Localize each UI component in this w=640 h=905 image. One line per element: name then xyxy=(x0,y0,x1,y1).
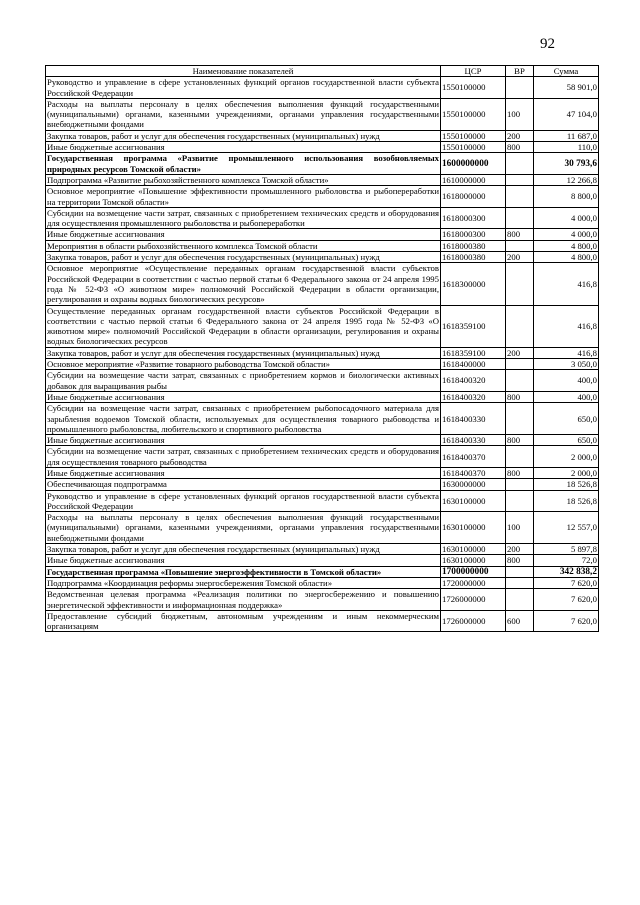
budget-table xyxy=(45,65,599,632)
row-vr: 800 xyxy=(506,467,534,478)
row-name: Подпрограмма «Координация реформы энергосбережения Томской области» xyxy=(46,577,441,588)
header-sum: Сумма xyxy=(534,66,599,77)
row-vr xyxy=(506,446,534,468)
row-name: Основное мероприятие «Развитие товарного рыбоводства Томской области» xyxy=(46,359,441,370)
row-csr: 1618400330 xyxy=(441,403,506,435)
row-name: Осуществление переданных органам государственной власти субъектов Российской Федерации в соответствии с частью первой статьи 6 Федерального закона от 24 апреля 1995 года № 52-ФЗ «О животном мире» полномочий Российской Федерации в области организации, регулирования и охраны водных биологических ресурсов xyxy=(47,305,439,347)
row-csr: 1618000300 xyxy=(441,229,506,240)
row-name: Государственная программа «Повышение энергоэффективности в Томской области» xyxy=(46,566,441,577)
table-row xyxy=(46,577,599,588)
row-name: Субсидии на возмещение части затрат, связанных с приобретением рыбопосадочного материала для зарыбления водоемов Томской области, используемых для осуществления товарного рыбоводства и промышленного рыболовства, любительского и спортивного рыболовства xyxy=(47,403,439,434)
row-sum: 400,0 xyxy=(534,370,599,392)
row-name: Предоставление субсидий бюджетным, автономным учреждениям и иным некоммерческим организациям xyxy=(47,610,439,632)
row-sum: 5 897,8 xyxy=(534,544,599,555)
row-sum: 3 050,0 xyxy=(534,359,599,370)
row-sum: 18 526,8 xyxy=(534,490,599,512)
row-csr: 1726000000 xyxy=(441,589,506,611)
row-vr xyxy=(506,174,534,185)
row-vr: 800 xyxy=(506,435,534,446)
row-sum: 12 557,0 xyxy=(534,512,599,544)
row-csr: 1618300000 xyxy=(441,263,506,305)
table-row xyxy=(46,142,599,153)
row-name: Государственная программа «Развитие промышленного использования возобновляемых природных ресурсов Томской области» xyxy=(47,153,439,174)
row-name: Обеспечивающая подпрограмма xyxy=(46,479,441,490)
row-csr: 1600000000 xyxy=(441,153,506,175)
table-row xyxy=(46,391,599,402)
row-name: Подпрограмма «Развитие рыбохозяйственного комплекса Томской области» xyxy=(46,174,441,185)
row-vr xyxy=(506,479,534,490)
row-csr: 1618400370 xyxy=(441,446,506,468)
row-vr: 800 xyxy=(506,142,534,153)
row-csr: 1550100000 xyxy=(441,98,506,130)
row-name: Иные бюджетные ассигнования xyxy=(46,555,441,566)
row-vr: 100 xyxy=(506,512,534,544)
row-sum: 7 620,0 xyxy=(534,610,599,632)
row-sum: 2 000,0 xyxy=(534,467,599,478)
row-csr: 1550100000 xyxy=(441,142,506,153)
row-csr: 1618359100 xyxy=(441,347,506,358)
table-row xyxy=(46,479,599,490)
row-csr: 1618400320 xyxy=(441,391,506,402)
row-sum: 400,0 xyxy=(534,391,599,402)
table-row xyxy=(46,359,599,370)
row-csr: 1618400370 xyxy=(441,467,506,478)
row-csr: 1630100000 xyxy=(441,544,506,555)
row-csr: 1700000000 xyxy=(441,566,506,577)
row-vr xyxy=(506,153,534,175)
row-vr xyxy=(506,589,534,611)
row-sum: 4 000,0 xyxy=(534,229,599,240)
table-row xyxy=(46,174,599,185)
table-row xyxy=(46,490,599,512)
row-vr: 800 xyxy=(506,391,534,402)
row-csr: 1618400330 xyxy=(441,435,506,446)
row-name: Основное мероприятие «Осуществление переданных органам государственной власти субъектов Российской Федерации в соответствии с частью первой статьи 6 Федерального закона от 24 апреля 1995 года № 52-ФЗ «О животном мире» полномочий Российской Федерации в области организации, регулирования и охраны водных биологических ресурсов» xyxy=(47,263,439,305)
row-vr xyxy=(506,305,534,347)
row-sum: 12 266,8 xyxy=(534,174,599,185)
row-name: Руководство и управление в сфере установленных функций органов государственной власти субъекта Российской Федерации xyxy=(47,77,439,98)
row-csr: 1618000380 xyxy=(441,240,506,251)
row-vr xyxy=(506,370,534,392)
row-csr: 1618000300 xyxy=(441,207,506,229)
table-row xyxy=(46,589,599,611)
row-vr: 100 xyxy=(506,98,534,130)
row-vr xyxy=(506,186,534,208)
row-vr: 200 xyxy=(506,130,534,141)
row-name: Руководство и управление в сфере установленных функций органов государственной власти субъекта Российской Федерации xyxy=(47,490,439,511)
table-row xyxy=(46,186,599,208)
table-row xyxy=(46,435,599,446)
row-name: Расходы на выплаты персоналу в целях обеспечения выполнения функций государственными (муниципальными) органами, казенными учреждениями, органами управления государственными внебюджетными фондами xyxy=(47,98,439,130)
row-name: Иные бюджетные ассигнования xyxy=(46,142,441,153)
row-vr xyxy=(506,403,534,435)
table-row xyxy=(46,130,599,141)
table-row xyxy=(46,566,599,577)
table-header-row xyxy=(46,66,599,77)
row-name: Закупка товаров, работ и услуг для обеспечения государственных (муниципальных) нужд xyxy=(46,544,441,555)
row-name: Закупка товаров, работ и услуг для обеспечения государственных (муниципальных) нужд xyxy=(46,347,441,358)
row-vr: 200 xyxy=(506,347,534,358)
row-csr: 1550100000 xyxy=(441,130,506,141)
table-row xyxy=(46,77,599,99)
row-sum: 7 620,0 xyxy=(534,577,599,588)
row-vr xyxy=(506,263,534,305)
row-csr: 1630100000 xyxy=(441,490,506,512)
table-row xyxy=(46,252,599,263)
row-sum: 342 838,2 xyxy=(534,566,599,577)
row-csr: 1630100000 xyxy=(441,512,506,544)
header-csr: ЦСР xyxy=(441,66,506,77)
row-sum: 72,0 xyxy=(534,555,599,566)
page-number: 92 xyxy=(540,36,555,52)
row-vr: 200 xyxy=(506,544,534,555)
table-row xyxy=(46,153,599,175)
row-vr xyxy=(506,566,534,577)
row-csr: 1618000000 xyxy=(441,186,506,208)
table-row xyxy=(46,403,599,435)
table-row xyxy=(46,207,599,229)
row-sum: 2 000,0 xyxy=(534,446,599,468)
table-row xyxy=(46,305,599,347)
table-row xyxy=(46,263,599,305)
row-vr xyxy=(506,577,534,588)
row-name: Иные бюджетные ассигнования xyxy=(46,467,441,478)
row-vr: 800 xyxy=(506,555,534,566)
table-row xyxy=(46,98,599,130)
row-vr: 200 xyxy=(506,252,534,263)
row-csr: 1618359100 xyxy=(441,305,506,347)
row-name: Субсидии на возмещение части затрат, связанных с приобретением технических средств и оборудования для осуществления промышленного рыболовства и рыбопереработки xyxy=(47,207,439,229)
row-name: Ведомственная целевая программа «Реализация политики по энергосбережению и повышению энергетической эффективности и информационная поддержка» xyxy=(47,589,439,610)
row-sum: 47 104,0 xyxy=(534,98,599,130)
row-csr: 1618000380 xyxy=(441,252,506,263)
table-row xyxy=(46,229,599,240)
table-row xyxy=(46,610,599,632)
header-vr: ВР xyxy=(506,66,534,77)
table-row xyxy=(46,555,599,566)
row-name: Иные бюджетные ассигнования xyxy=(46,229,441,240)
table-row xyxy=(46,446,599,468)
row-name: Основное мероприятие «Повышение эффективности промышленного рыболовства и рыбопереработки на территории Томской области» xyxy=(47,186,439,207)
table-row xyxy=(46,240,599,251)
row-sum: 650,0 xyxy=(534,403,599,435)
row-csr: 1618400000 xyxy=(441,359,506,370)
row-sum: 8 800,0 xyxy=(534,186,599,208)
row-name: Мероприятия в области рыбохозяйственного комплекса Томской области xyxy=(46,240,441,251)
row-sum: 4 800,0 xyxy=(534,252,599,263)
row-vr xyxy=(506,359,534,370)
row-sum: 58 901,0 xyxy=(534,77,599,99)
row-sum: 11 687,0 xyxy=(534,130,599,141)
row-sum: 4 800,0 xyxy=(534,240,599,251)
row-vr xyxy=(506,240,534,251)
row-name: Иные бюджетные ассигнования xyxy=(46,435,441,446)
row-csr: 1630000000 xyxy=(441,479,506,490)
row-vr xyxy=(506,490,534,512)
row-csr: 1726000000 xyxy=(441,610,506,632)
header-name: Наименование показателей xyxy=(46,66,441,77)
row-sum: 30 793,6 xyxy=(534,153,599,175)
table-row xyxy=(46,467,599,478)
row-name: Иные бюджетные ассигнования xyxy=(46,391,441,402)
row-csr: 1720000000 xyxy=(441,577,506,588)
row-name: Закупка товаров, работ и услуг для обеспечения государственных (муниципальных) нужд xyxy=(46,130,441,141)
row-sum: 416,8 xyxy=(534,347,599,358)
table-row xyxy=(46,347,599,358)
table-row xyxy=(46,370,599,392)
row-name: Расходы на выплаты персоналу в целях обеспечения выполнения функций государственными (муниципальными) органами, казенными учреждениями, органами управления государственными внебюджетными фондами xyxy=(47,512,439,543)
row-csr: 1618400320 xyxy=(441,370,506,392)
row-csr: 1550100000 xyxy=(441,77,506,99)
row-name: Закупка товаров, работ и услуг для обеспечения государственных (муниципальных) нужд xyxy=(46,252,441,263)
row-sum: 416,8 xyxy=(534,263,599,305)
row-name: Субсидии на возмещение части затрат, связанных с приобретением кормов и биологически активных добавок для выращивания рыбы xyxy=(47,370,439,391)
row-vr: 600 xyxy=(506,610,534,632)
row-sum: 18 526,8 xyxy=(534,479,599,490)
row-sum: 110,0 xyxy=(534,142,599,153)
row-sum: 650,0 xyxy=(534,435,599,446)
table-row xyxy=(46,512,599,544)
row-sum: 7 620,0 xyxy=(534,589,599,611)
row-csr: 1630100000 xyxy=(441,555,506,566)
table-body xyxy=(46,77,599,632)
row-sum: 416,8 xyxy=(534,305,599,347)
row-sum: 4 000,0 xyxy=(534,207,599,229)
row-vr xyxy=(506,77,534,99)
row-csr: 1610000000 xyxy=(441,174,506,185)
row-vr: 800 xyxy=(506,229,534,240)
row-name: Субсидии на возмещение части затрат, связанных с приобретением технических средств и оборудования для осуществления товарного рыбоводства xyxy=(47,446,439,467)
row-vr xyxy=(506,207,534,229)
table-row xyxy=(46,544,599,555)
